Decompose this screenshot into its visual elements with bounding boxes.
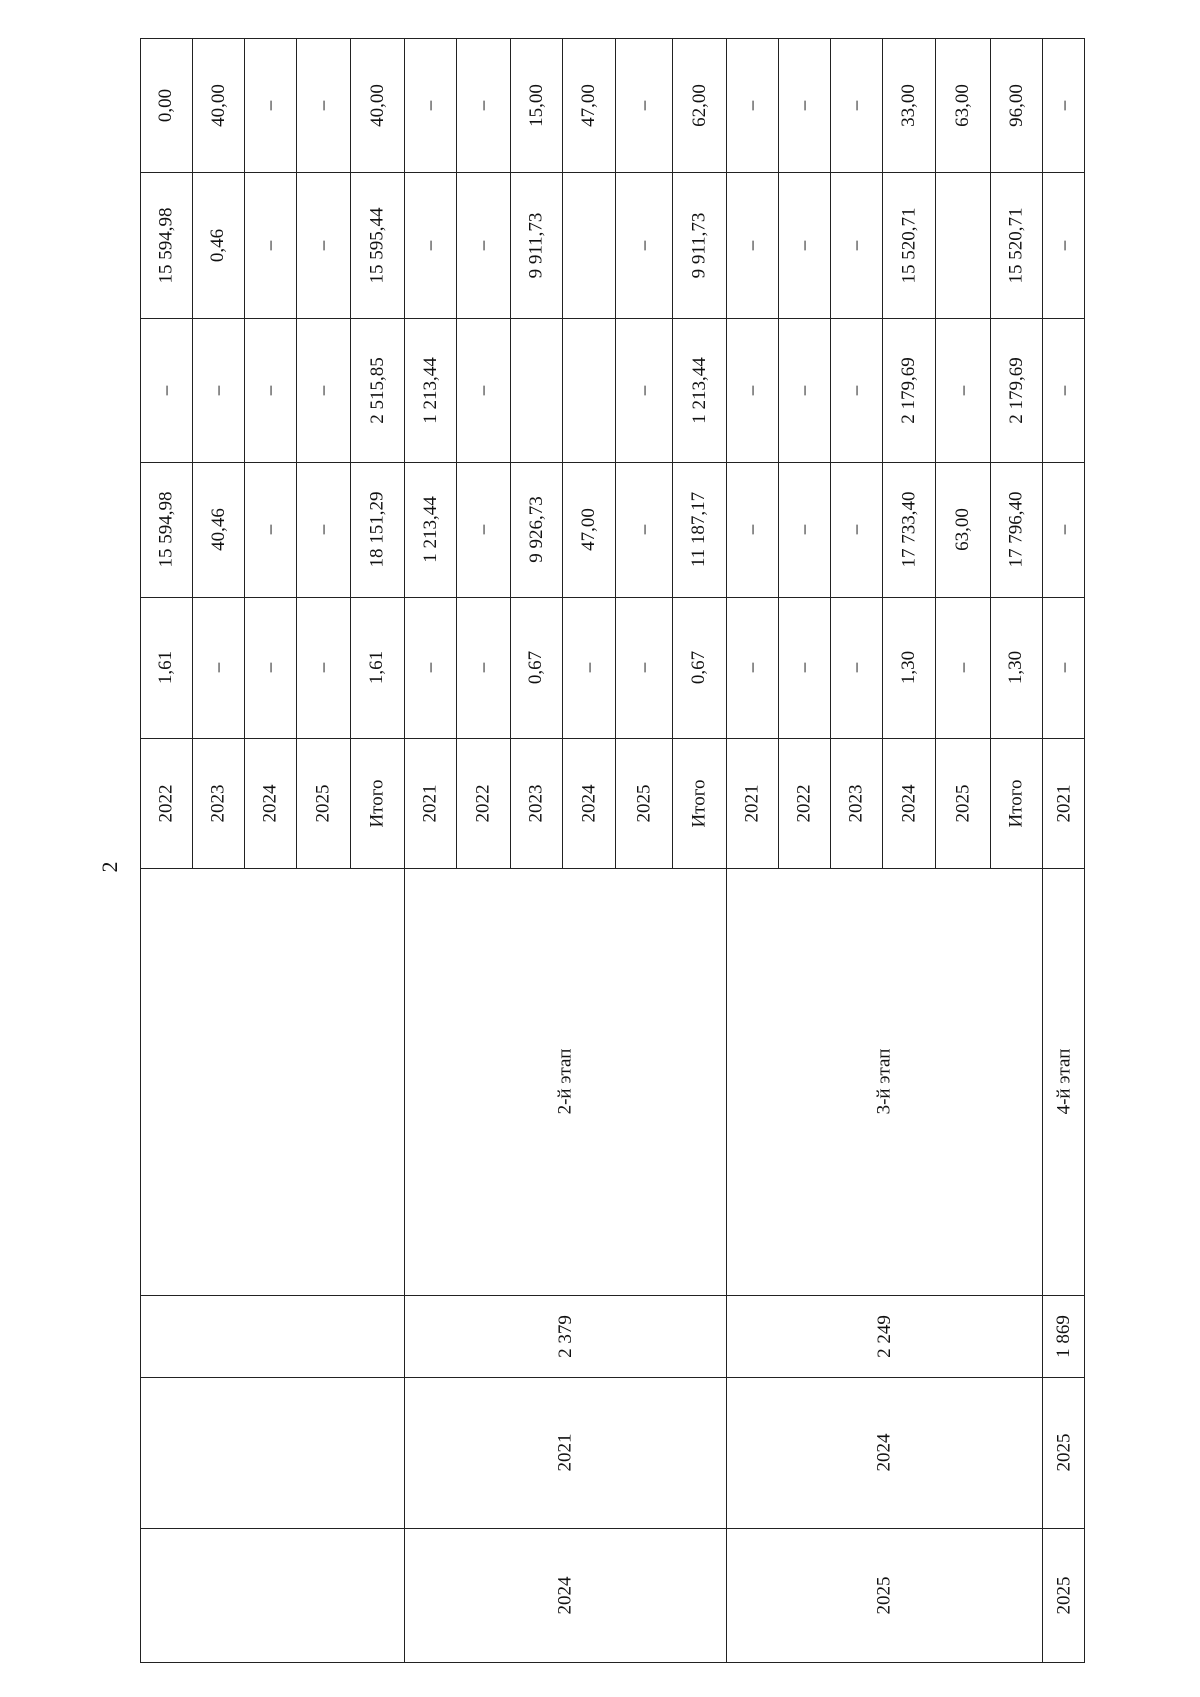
cell-year (404, 738, 456, 868)
cell-year (296, 738, 350, 868)
cell-c5 (140, 38, 192, 172)
cell-c5 (935, 38, 990, 172)
stage-count (404, 1295, 726, 1377)
cell-c1-text: – (952, 662, 973, 673)
cell-c5-text: – (312, 100, 334, 110)
cell-c3 (935, 318, 990, 462)
stage-label-text: 2-й этап (554, 1048, 576, 1115)
cell-c3-text: 2 179,69 (1005, 356, 1027, 424)
cell-c1 (935, 597, 990, 738)
stage-start-year (404, 1377, 726, 1528)
cell-c2 (350, 462, 404, 597)
cell-c4 (456, 172, 510, 318)
cell-c2-text: 63,00 (952, 508, 973, 551)
cell-c5-text: – (259, 100, 281, 110)
cell-c3 (140, 318, 192, 462)
cell-c3 (778, 318, 830, 462)
cell-c1 (350, 597, 404, 738)
cell-c4-text: – (741, 240, 763, 250)
cell-year (510, 738, 562, 868)
cell-c5-text: 33,00 (898, 83, 919, 127)
cell-year (778, 738, 830, 868)
cell-c1-text: 1,30 (898, 650, 919, 685)
cell-c2-text: 15 594,98 (155, 491, 177, 568)
cell-year-text: 2025 (952, 784, 973, 822)
stage-label (404, 868, 726, 1295)
cell-year-text: 2025 (633, 784, 654, 822)
cell-c1-text: – (207, 662, 229, 673)
cell-c4-text: – (419, 240, 441, 250)
cell-c4-text: 15 520,71 (898, 207, 919, 283)
cell-c3-text: 1 213,44 (688, 356, 710, 424)
cell-c1 (296, 597, 350, 738)
cell-year (562, 738, 615, 868)
cell-c1-text: – (845, 662, 867, 673)
cell-c3 (350, 318, 404, 462)
cell-c2 (244, 462, 296, 597)
cell-c4-text: 0,46 (207, 228, 229, 262)
cell-c2-text: – (793, 524, 815, 535)
cell-year-text: 2021 (419, 784, 441, 822)
cell-c1-text: 1,61 (366, 650, 388, 685)
cell-c3 (672, 318, 726, 462)
cell-c4 (296, 172, 350, 318)
cell-c4 (140, 172, 192, 318)
cell-c3 (1042, 318, 1085, 462)
cell-c4 (244, 172, 296, 318)
cell-c2-text: 1 213,44 (419, 496, 441, 563)
cell-c1 (778, 597, 830, 738)
cell-year (244, 738, 296, 868)
cell-c2 (140, 462, 192, 597)
cell-c3-text: – (741, 385, 763, 395)
cell-c1 (192, 597, 244, 738)
cell-c4 (1042, 172, 1085, 318)
cell-c2-text: 17 733,40 (898, 491, 919, 568)
cell-c5 (192, 38, 244, 172)
cell-c2-text: – (259, 524, 281, 535)
cell-c5-text: – (845, 100, 867, 110)
stage-label (726, 868, 1042, 1295)
cell-c4-text: – (793, 240, 815, 250)
cell-c3 (882, 318, 935, 462)
cell-c5-text: 40,00 (366, 83, 388, 127)
cell-c5 (615, 38, 672, 172)
cell-c5-text: 63,00 (952, 83, 973, 127)
stage-end-year (140, 1528, 404, 1663)
cell-c2 (726, 462, 778, 597)
cell-c4-text: 15 594,98 (155, 207, 177, 283)
stage-count-text: 2 379 (554, 1314, 576, 1358)
cell-c5 (404, 38, 456, 172)
stage-label (1042, 868, 1085, 1295)
stage-end-year-text: 2024 (554, 1576, 576, 1615)
cell-c2 (456, 462, 510, 597)
cell-c5 (510, 38, 562, 172)
cell-c4-text: 15 595,44 (366, 207, 388, 283)
cell-c2 (830, 462, 882, 597)
cell-c2-text: 9 926,73 (525, 496, 547, 563)
cell-c2 (615, 462, 672, 597)
cell-c3-text: – (793, 385, 815, 395)
cell-c2-text: – (845, 524, 867, 535)
cell-year (882, 738, 935, 868)
cell-c1 (1042, 597, 1085, 738)
cell-c5-text: 15,00 (525, 83, 547, 127)
cell-c2 (882, 462, 935, 597)
stage-start-year (1042, 1377, 1085, 1528)
stage-start-year-text: 2025 (1053, 1433, 1074, 1472)
cell-year (140, 738, 192, 868)
cell-c5 (350, 38, 404, 172)
stage-start-year (140, 1377, 404, 1528)
cell-c3 (726, 318, 778, 462)
cell-c4-text: 15 520,71 (1005, 207, 1027, 283)
cell-c2 (404, 462, 456, 597)
cell-c1 (140, 597, 192, 738)
cell-c4 (672, 172, 726, 318)
cell-year (672, 738, 726, 868)
stage-end-year (1042, 1528, 1085, 1663)
cell-c5-text: – (741, 100, 763, 110)
cell-c1-text: – (793, 662, 815, 673)
cell-c1-text: – (312, 662, 334, 673)
cell-c2-text: – (312, 524, 334, 535)
cell-c4 (562, 172, 615, 318)
cell-year (192, 738, 244, 868)
cell-c5 (830, 38, 882, 172)
stage-end-year-text: 2025 (1053, 1576, 1074, 1615)
stage-count (140, 1295, 404, 1377)
cell-c2-text: – (472, 524, 494, 535)
stage-label-text: 4-й этап (1053, 1048, 1075, 1115)
stage-start-year (726, 1377, 1042, 1528)
cell-year (935, 738, 990, 868)
cell-c2 (672, 462, 726, 597)
cell-c1 (615, 597, 672, 738)
cell-c2-text: 47,00 (578, 508, 599, 551)
cell-c5 (726, 38, 778, 172)
cell-c2 (192, 462, 244, 597)
cell-c3-text: – (155, 385, 177, 395)
cell-c5-text: 40,00 (207, 83, 229, 127)
cell-c2 (1042, 462, 1085, 597)
cell-c4 (778, 172, 830, 318)
cell-year-text: 2021 (1053, 784, 1074, 822)
cell-c3-text: – (259, 385, 281, 395)
cell-c4-text: – (312, 240, 334, 250)
cell-year (350, 738, 404, 868)
cell-c1 (510, 597, 562, 738)
cell-c4-text: 9 911,73 (688, 212, 710, 278)
cell-c2 (562, 462, 615, 597)
cell-c3 (244, 318, 296, 462)
cell-year (1042, 738, 1085, 868)
page-number: 2 (97, 861, 122, 873)
cell-year-text: 2021 (741, 784, 763, 822)
stage-count (726, 1295, 1042, 1377)
cell-c5-text: 96,00 (1005, 83, 1027, 127)
cell-c5-text: 62,00 (688, 83, 710, 127)
cell-year-text: 2022 (155, 784, 177, 822)
cell-c3 (404, 318, 456, 462)
cell-c4-text: – (845, 240, 867, 250)
cell-c2-text: 18 151,29 (366, 491, 388, 568)
cell-c4-text: – (633, 240, 654, 250)
cell-year-text: 2025 (312, 784, 334, 822)
cell-year-text: 2023 (845, 784, 867, 822)
cell-c5 (456, 38, 510, 172)
cell-c2-text: – (741, 524, 763, 535)
cell-c4-text: – (1053, 240, 1074, 250)
cell-c1-text: – (472, 662, 494, 673)
cell-c2 (296, 462, 350, 597)
cell-c2 (990, 462, 1042, 597)
stage-count-text: 2 249 (873, 1314, 895, 1358)
cell-c4-text: 9 911,73 (525, 212, 547, 278)
cell-c3 (510, 318, 562, 462)
cell-c3-text: – (1053, 385, 1074, 395)
cell-c1 (830, 597, 882, 738)
cell-c2 (510, 462, 562, 597)
cell-c4 (882, 172, 935, 318)
cell-year-text: 2022 (793, 784, 815, 822)
cell-c5 (990, 38, 1042, 172)
cell-c3-text: – (952, 385, 973, 395)
cell-c5-text: 0,00 (155, 88, 177, 122)
stage-start-year-text: 2024 (873, 1433, 895, 1472)
cell-c5 (296, 38, 350, 172)
cell-c5-text: – (793, 100, 815, 110)
cell-year (456, 738, 510, 868)
cell-c5-text: – (633, 100, 654, 110)
cell-c5-text: 47,00 (578, 83, 599, 127)
cell-c1 (456, 597, 510, 738)
cell-c4 (404, 172, 456, 318)
cell-c5 (672, 38, 726, 172)
cell-c4 (510, 172, 562, 318)
cell-c2-text: 17 796,40 (1005, 491, 1027, 568)
cell-c5 (244, 38, 296, 172)
cell-c1-text: – (578, 662, 599, 673)
cell-c3-text: 1 213,44 (419, 356, 441, 424)
cell-c1-text: – (419, 662, 441, 673)
cell-c4 (350, 172, 404, 318)
cell-c1-text: – (741, 662, 763, 673)
cell-c1-text: 0,67 (688, 650, 710, 685)
cell-c5 (882, 38, 935, 172)
cell-year-text: 2024 (898, 784, 919, 822)
cell-c1-text: – (1053, 662, 1074, 673)
cell-c4-text: – (259, 240, 281, 250)
stage-end-year (726, 1528, 1042, 1663)
cell-c3 (456, 318, 510, 462)
stage-count-text: 1 869 (1053, 1314, 1074, 1358)
cell-c2 (935, 462, 990, 597)
cell-c3-text: 2 179,69 (898, 356, 919, 424)
cell-c3-text: – (312, 385, 334, 395)
cell-c1-text: – (633, 662, 654, 673)
cell-c2-text: – (633, 524, 654, 535)
cell-c1-text: 1,61 (155, 650, 177, 685)
cell-c4-text: – (472, 240, 494, 250)
cell-year-text: Итого (366, 778, 388, 828)
cell-c5-text: – (1053, 100, 1074, 110)
cell-year (830, 738, 882, 868)
cell-c4 (192, 172, 244, 318)
cell-c1 (244, 597, 296, 738)
cell-c5 (1042, 38, 1085, 172)
cell-c3 (830, 318, 882, 462)
cell-c3 (990, 318, 1042, 462)
cell-c1 (882, 597, 935, 738)
cell-c4 (990, 172, 1042, 318)
stage-label-text: 3-й этап (873, 1048, 895, 1115)
cell-c3 (562, 318, 615, 462)
cell-c4 (726, 172, 778, 318)
stage-end-year (404, 1528, 726, 1663)
cell-year-text: Итого (1005, 778, 1027, 828)
stage-label (140, 868, 404, 1295)
cell-year-text: Итого (688, 778, 710, 828)
stage-count (1042, 1295, 1085, 1377)
cell-c5 (778, 38, 830, 172)
cell-c1 (562, 597, 615, 738)
cell-c3 (615, 318, 672, 462)
cell-year-text: 2024 (578, 784, 599, 822)
cell-c2-text: – (1053, 524, 1074, 535)
stage-end-year-text: 2025 (873, 1576, 895, 1615)
cell-c4 (935, 172, 990, 318)
cell-year (726, 738, 778, 868)
cell-c2-text: 11 187,17 (688, 491, 710, 568)
cell-c3 (296, 318, 350, 462)
cell-c1-text: – (259, 662, 281, 673)
cell-c4 (615, 172, 672, 318)
cell-c3-text: – (472, 385, 494, 395)
cell-c5-text: – (419, 100, 441, 110)
cell-year (615, 738, 672, 868)
cell-c3 (192, 318, 244, 462)
cell-c3-text: – (633, 385, 654, 395)
cell-year-text: 2023 (207, 784, 229, 822)
stage-start-year-text: 2021 (554, 1433, 576, 1472)
cell-c1-text: 0,67 (525, 650, 547, 685)
cell-c5 (562, 38, 615, 172)
cell-c1-text: 1,30 (1005, 650, 1027, 685)
cell-year-text: 2022 (472, 784, 494, 822)
cell-c2 (778, 462, 830, 597)
cell-c5-text: – (472, 100, 494, 110)
cell-year (990, 738, 1042, 868)
cell-year-text: 2023 (525, 784, 547, 822)
cell-c1 (726, 597, 778, 738)
cell-c2-text: 40,46 (207, 508, 229, 551)
cell-c3-text: 2 515,85 (366, 356, 388, 424)
cell-c1 (990, 597, 1042, 738)
cell-c3-text: – (845, 385, 867, 395)
cell-c1 (404, 597, 456, 738)
cell-c4 (830, 172, 882, 318)
cell-year-text: 2024 (259, 784, 281, 822)
cell-c1 (672, 597, 726, 738)
cell-c3-text: – (207, 385, 229, 395)
